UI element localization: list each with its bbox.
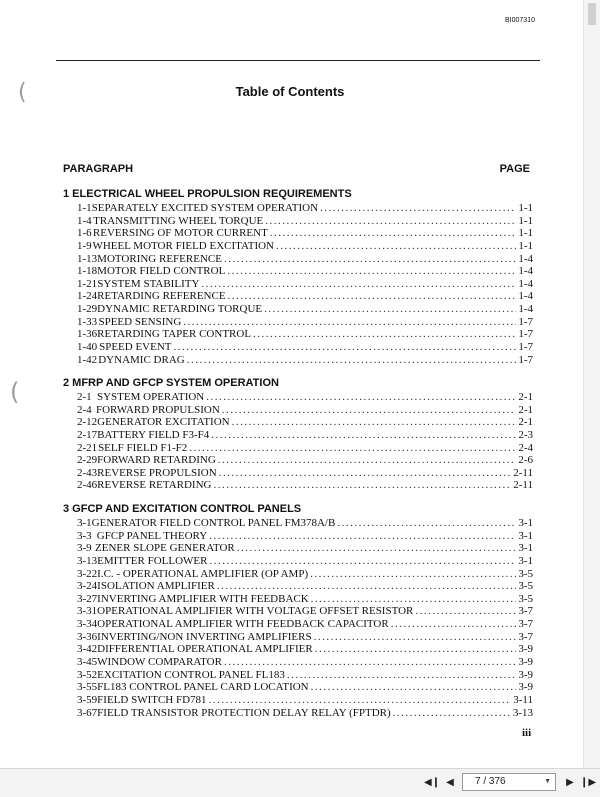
dot-leader [232,416,517,429]
dot-leader [222,404,517,417]
paragraph-number: 2-1 [77,391,92,403]
entry-title: DYNAMIC RETARDING TORQUE [97,303,263,316]
entry-title: OPERATIONAL AMPLIFIER WITH FEEDBACK CAPACITOR [97,618,389,631]
toc-entry[interactable] [63,568,533,581]
toc-entry[interactable] [63,429,533,442]
page-reference: 3-1 [518,517,533,529]
toc-entry[interactable] [63,479,533,492]
dot-leader [227,265,516,278]
toc-section [63,187,533,366]
entry-title: GENERATOR FIELD CONTROL PANEL FM378A/B [91,517,336,529]
page-reference: 2-1 [518,391,533,403]
entry-title: ZENER SLOPE GENERATOR [95,542,235,555]
toc-entry[interactable] [63,290,533,303]
page-reference: 3-1 [518,529,533,542]
toc-entry[interactable] [63,202,533,215]
paragraph-number: 3-3 [77,529,92,542]
page-reference: 3-13 [512,706,533,719]
toc-entry[interactable] [63,341,533,354]
entry-title: REVERSE PROPULSION [97,466,217,479]
dot-leader [224,656,516,669]
paragraph-number: 3-52 [77,668,98,681]
page-indicator: 7 / 376 [475,776,506,787]
page-reference: 1-4 [518,303,533,316]
toc-entry[interactable] [63,328,533,341]
dot-leader [315,643,517,656]
paragraph-number: 2-4 [77,403,92,416]
toc-entry[interactable] [63,354,533,367]
toc-entry[interactable] [63,694,533,707]
entry-title: OPERATIONAL AMPLIFIER WITH VOLTAGE OFFSET RESISTOR [97,605,414,618]
toc-entry[interactable] [63,265,533,278]
page-reference: 3-1 [518,554,533,567]
entry-title: MOTORING REFERENCE [97,252,222,265]
page-reference: 2-6 [518,454,533,467]
entry-title: GFCP PANEL THEORY [96,529,208,542]
paragraph-number: 3-13 [77,554,98,567]
toc-entry[interactable] [63,618,533,631]
page-reference: 2-4 [518,441,533,454]
dot-leader [209,530,516,543]
page-number: iii [522,727,532,739]
entry-title: SPEED SENSING [98,315,182,328]
toc-entry[interactable] [63,707,533,720]
paragraph-number: 3-9 [77,542,92,555]
toc-entry[interactable] [63,253,533,266]
entry-title: INVERTING/NON INVERTING AMPLIFIERS [97,630,312,643]
dot-leader [391,618,517,631]
toc-entry[interactable] [63,656,533,669]
dot-leader [270,227,517,240]
dot-leader [314,631,517,644]
entry-title: WHEEL MOTOR FIELD EXCITATION [92,239,274,252]
paragraph-number: 2-21 [77,441,98,454]
entry-title: DIFFERENTIAL OPERATIONAL AMPLIFIER [97,643,313,656]
chevron-down-icon: ▼ [544,778,551,785]
page-reference: 3-5 [518,567,533,580]
toc-entry[interactable] [63,227,533,240]
dot-leader [287,669,517,682]
toc-entry[interactable] [63,316,533,329]
page-reference: 3-7 [518,618,533,631]
dot-leader [218,454,517,467]
margin-punch-mark: ( [18,80,27,105]
dot-leader [219,467,512,480]
toc-entry[interactable] [63,542,533,555]
page-reference: 2-3 [518,428,533,441]
page-reference: 1-4 [518,252,533,265]
page-reference: 3-7 [518,630,533,643]
dot-leader [311,593,517,606]
entry-title: SYSTEM STABILITY [97,277,200,290]
paragraph-number: 1-1 [77,202,92,214]
page-title: Table of Contents [235,84,345,99]
paragraph-number: 3-45 [77,656,98,669]
dot-leader [211,429,516,442]
toc-entry[interactable] [63,593,533,606]
toc-entry[interactable] [63,530,533,543]
paragraph-number: 1-13 [77,252,98,265]
dot-leader [217,580,517,593]
paragraph-number: 2-46 [77,479,98,492]
paragraph-number: 3-24 [77,580,98,593]
toc-entry[interactable] [63,442,533,455]
paragraph-number: 1-40 [77,341,98,354]
dot-leader [201,278,516,291]
dot-leader [264,303,516,316]
paragraph-number: 3-55 [77,681,98,694]
header-rule [56,60,540,61]
page-reference: 1-1 [518,239,533,252]
paragraph-number: 1-33 [77,315,98,328]
page-reference: 3-5 [518,592,533,605]
page-reference: 1-4 [518,290,533,303]
entry-title: SEPARATELY EXCITED SYSTEM OPERATION [91,202,319,214]
vertical-scrollbar[interactable] [583,0,600,768]
toc-entry[interactable] [63,467,533,480]
toc-entry[interactable] [63,416,533,429]
paragraph-number: 1-36 [77,328,98,341]
paragraph-number: 1-6 [77,227,92,240]
paragraph-number: 3-36 [77,630,98,643]
paragraph-number: 3-42 [77,643,98,656]
entry-title: REVERSING OF MOTOR CURRENT [92,227,268,240]
toc-section [63,502,533,719]
scrollbar-thumb[interactable] [588,3,596,25]
paragraph-number: 3-22 [77,567,98,580]
entry-title: I.C. - OPERATIONAL AMPLIFIER (OP AMP) [97,567,309,580]
entry-title: INVERTING AMPLIFIER WITH FEEDBACK [97,592,309,605]
page-reference: 1-1 [518,202,533,214]
section-title: 1 ELECTRICAL WHEEL PROPULSION REQUIREMENTS [63,188,352,200]
entry-title: EMITTER FOLLOWER [97,554,208,567]
dot-leader [311,681,517,694]
paragraph-number: 1-9 [77,239,92,252]
page-reference: 1-1 [518,227,533,240]
toc-entry[interactable] [63,669,533,682]
page-reference: 1-7 [518,328,533,341]
toc-entry[interactable] [63,555,533,568]
entry-title: GENERATOR EXCITATION [97,416,230,429]
margin-punch-mark: ( [10,378,20,406]
toc-entry[interactable] [63,681,533,694]
page-reference: 1-4 [518,265,533,278]
next-page-icon[interactable]: ▶ [566,777,574,788]
paragraph-number: 1-4 [77,214,92,227]
entry-title: TRANSMITTING WHEEL TORQUE [93,214,264,227]
entry-title: FIELD SWITCH FD781 [97,693,207,706]
dot-leader [189,442,516,455]
entry-title: EXCITATION CONTROL PANEL FL183 [97,668,285,681]
entry-title: WINDOW COMPARATOR [97,656,222,669]
page-reference: 3-9 [518,668,533,681]
dot-leader [228,290,517,303]
paragraph-number: 2-12 [77,416,98,429]
toc-entry[interactable] [63,580,533,593]
toc-entry[interactable] [63,278,533,291]
entry-title: FORWARD PROPULSION [95,403,220,416]
page-reference: 2-11 [513,466,533,479]
entry-title: ISOLATION AMPLIFIER [97,580,215,593]
dot-leader [337,517,516,530]
document-id: BI007310 [505,17,535,24]
page-reference: 2-1 [518,416,533,429]
entry-title: RETARDING TAPER CONTROL [97,328,252,341]
entry-title: RETARDING REFERENCE [97,290,226,303]
page-reference: 3-9 [518,681,533,694]
dot-leader [206,391,516,404]
dot-leader [224,253,516,266]
toc-entry[interactable] [63,404,533,417]
page-reference: 2-1 [518,403,533,416]
entry-title: FL183 CONTROL PANEL CARD LOCATION [97,681,309,694]
entry-title: SPEED EVENT [99,341,172,354]
dot-leader [265,215,516,228]
paragraph-number: 3-27 [77,592,98,605]
toc-entry[interactable] [63,391,533,404]
paragraph-number: 1-42 [77,353,98,366]
section-title: 3 GFCP AND EXCITATION CONTROL PANELS [63,503,302,515]
entry-title: MOTOR FIELD CONTROL [97,265,226,278]
page-reference: 3-11 [513,693,533,706]
dot-leader [310,568,516,581]
page-reference: 1-7 [518,353,533,366]
paragraph-number: 3-67 [77,706,98,719]
paragraph-number: 2-17 [77,428,98,441]
dot-leader [209,555,516,568]
toc-entry[interactable] [63,303,533,316]
paragraph-number: 3-59 [77,693,98,706]
entry-title: FIELD TRANSISTOR PROTECTION DELAY RELAY (FPTDR) [97,706,391,719]
last-page-icon[interactable]: ❙▶ [580,777,597,788]
entry-title: DYNAMIC DRAG [98,353,185,366]
entry-title: REVERSE RETARDING [97,479,212,492]
paragraph-number: 1-18 [77,265,98,278]
entry-title: SELF FIELD F1-F2 [98,441,188,454]
dot-leader [214,479,512,492]
page-reference: 1-4 [518,277,533,290]
toc-section [63,376,533,492]
dot-leader [415,605,516,618]
entry-title: FORWARD RETARDING [97,454,216,467]
dot-leader [183,316,516,329]
paragraph-number: 1-24 [77,290,98,303]
toc-entry[interactable] [63,631,533,644]
entry-title: SYSTEM OPERATION [96,391,205,403]
paragraph-number: 3-31 [77,605,98,618]
dot-leader [393,707,511,720]
page-reference: 1-7 [518,341,533,354]
prev-page-icon[interactable]: ◀ [446,777,454,788]
toc-entry[interactable] [63,643,533,656]
dot-leader [174,341,517,354]
dot-leader [320,202,516,215]
page-reference: 2-11 [513,479,533,492]
dot-leader [276,240,516,253]
page-reference: 3-7 [518,605,533,618]
toc-entry[interactable] [63,454,533,467]
paragraph-column-header: PARAGRAPH [63,163,134,175]
dot-leader [209,694,512,707]
paragraph-number: 3-34 [77,618,98,631]
page-reference: 3-9 [518,643,533,656]
page-reference: 1-7 [518,315,533,328]
page-reference: 3-1 [518,542,533,555]
dot-leader [237,542,517,555]
paragraph-number: 1-21 [77,277,98,290]
dot-leader [253,328,516,341]
dot-leader [187,354,517,367]
paragraph-number: 3-1 [77,517,92,529]
toc-entry[interactable] [63,240,533,253]
toc-entry[interactable] [63,215,533,228]
page-reference: 1-1 [518,214,533,227]
paragraph-number: 2-29 [77,454,98,467]
toc-entry[interactable] [63,605,533,618]
page-reference: 3-9 [518,656,533,669]
page-number-select[interactable] [462,773,556,791]
paragraph-number: 1-29 [77,303,98,316]
viewer-toolbar [0,768,600,797]
page-column-header: PAGE [499,163,530,175]
entry-title: BATTERY FIELD F3-F4 [97,428,210,441]
page-reference: 3-5 [518,580,533,593]
paragraph-number: 2-43 [77,466,98,479]
toc-entry[interactable] [63,517,533,530]
section-title: 2 MFRP AND GFCP SYSTEM OPERATION [63,377,279,389]
first-page-icon[interactable]: ◀❙ [424,777,441,788]
